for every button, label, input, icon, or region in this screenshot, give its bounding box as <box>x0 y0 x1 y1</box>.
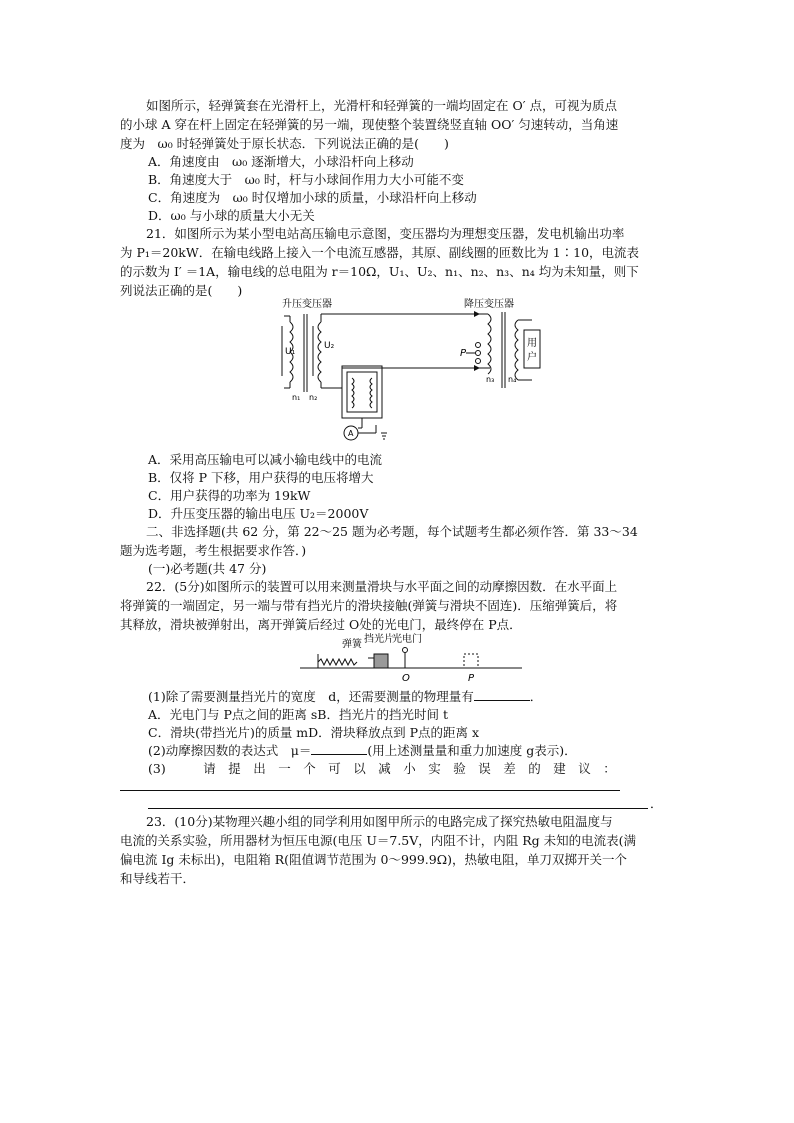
q21-option-c: C．用户获得的功率为 19kW <box>148 488 311 503</box>
q22-part1-blank[interactable] <box>474 688 530 701</box>
q23-stem-line-1: 23．(10分)某物理兴趣小组的同学利用如图甲所示的电路完成了探究热敏电阻温度与 <box>146 814 613 829</box>
n4-label: n₄ <box>508 375 517 384</box>
q21-option-b: B．仅将 P 下移，用户获得的电压将增大 <box>148 470 374 485</box>
photogate-label: 光电门 <box>392 634 422 645</box>
section2-heading-line-2: 题为选考题，考生根据要求作答．) <box>120 543 307 558</box>
q20-stem-line-2: 的小球 A 穿在杆上固定在轻弹簧的另一端，现使整个装置绕竖直轴 OO′ 匀速转动，当角速 <box>120 117 619 132</box>
section2-heading-line-1: 二、非选择题(共 62 分，第 22～25 题为必考题，每个试题考生都必须作答．第 33～34 <box>146 524 638 539</box>
section2-subheading: (一)必考题(共 47 分) <box>148 561 267 576</box>
step-down-label: 降压变压器 <box>464 299 514 310</box>
q22-option-a-b: A．光电门与 P点之间的距离 sB．挡光片的挡光时间 t <box>148 707 448 722</box>
u1-label: U₁ <box>285 347 296 357</box>
point-o-label: O <box>402 673 410 684</box>
q20-stem-line-1: 如图所示，轻弹簧套在光滑杆上，光滑杆和轻弹簧的一端均固定在 O′ 点，可视为质点 <box>146 98 618 113</box>
friction-experiment-diagram <box>296 632 526 686</box>
q21-option-a: A．采用高压输电可以减小输电线中的电流 <box>148 452 383 467</box>
spring-label: 弹簧 <box>342 639 362 650</box>
q21-option-d: D．升压变压器的输出电压 U₂＝2000V <box>148 506 369 521</box>
q22-part1-question: (1)除了需要测量挡光片的宽度 d，还需要测量的物理量有 ． <box>148 689 543 704</box>
q21-stem-line-1: 21．如图所示为某小型电站高压输电示意图，变压器均为理想变压器，发电机输出功率 <box>146 226 625 241</box>
step-up-label: 升压变压器 <box>282 299 332 310</box>
power-transmission-diagram <box>280 296 560 446</box>
n3-label: n₃ <box>486 375 495 384</box>
q21-stem-line-3: 的示数为 I′ ＝1A，输电线的总电阻为 r＝10Ω，U₁、U₂、n₁、n₂、n₃、n₄ 均为未知量，则下 <box>120 264 639 279</box>
q20-stem-line-3: 度为 ω₀ 时轻弹簧处于原长状态．下列说法正确的是( ) <box>120 136 449 151</box>
q22-part3-answer-line-1[interactable] <box>120 789 620 791</box>
point-p-label: P <box>468 673 475 684</box>
q22-stem-line-3: 其释放，滑块被弹射出，离开弹簧后经过 O处的光电门，最终停在 P点． <box>120 617 522 632</box>
q20-option-d: D．ω₀ 与小球的质量大小无关 <box>148 208 315 223</box>
q22-part3-answer-line-2[interactable] <box>148 807 648 809</box>
u2-label: U₂ <box>324 341 335 351</box>
q21-stem-line-4: 列说法正确的是( ) <box>120 283 243 298</box>
q22-stem-line-2: 将弹簧的一端固定，另一端与带有挡光片的滑块接触(弹簧与滑块不固连)．压缩弹簧后，将 <box>120 598 618 613</box>
q22-part2-question: (2)动摩擦因数的表达式 μ＝ (用上述测量量和重力加速度 g表示)． <box>148 743 577 758</box>
q22-part2-blank[interactable] <box>311 742 367 755</box>
p-label: P <box>460 348 467 359</box>
q22-option-c-d: C．滑块(带挡光片)的质量 mD．滑块释放点到 P点的距离 x <box>148 725 480 740</box>
user-label-2: 户 <box>527 352 537 363</box>
q22-part3-question: (3) 请 提 出 一 个 可 以 减 小 实 验 误 差 的 建 议 ： <box>148 761 616 776</box>
n1-label: n₁ <box>292 393 301 402</box>
n2-label: n₂ <box>309 393 318 402</box>
q23-stem-line-2: 电流的关系实验，所用器材为恒压电源(电压 U＝7.5V，内阻不计，内阻 Rg 未知的电流表(满 <box>120 833 637 848</box>
shutter-label: 挡光片 <box>364 634 394 645</box>
user-label-1: 用 <box>527 338 537 349</box>
q20-option-c: C．角速度为 ω₀ 时仅增加小球的质量，小球沿杆向上移动 <box>148 190 477 205</box>
q23-stem-line-4: 和导线若干． <box>120 871 196 886</box>
q21-stem-line-2: 为 P₁＝20kW．在输电线路上接入一个电流互感器，其原、副线圈的匝数比为 1∶10，电流表 <box>120 245 640 260</box>
q20-option-b: B．角速度大于 ω₀ 时，杆与小球间作用力大小可能不变 <box>148 172 464 187</box>
q20-option-a: A．角速度由 ω₀ 逐渐增大，小球沿杆向上移动 <box>148 154 414 169</box>
q22-stem-line-1: 22．(5分)如图所示的装置可以用来测量滑块与水平面之间的动摩擦因数．在水平面上 <box>146 579 618 594</box>
q23-stem-line-3: 偏电流 Ig 未标出)，电阻箱 R(阻值调节范围为 0～999.9Ω)，热敏电阻，单刀双掷开关一个 <box>120 852 627 867</box>
q22-part3-end: ． <box>650 796 663 811</box>
ammeter-label: A <box>348 429 354 438</box>
